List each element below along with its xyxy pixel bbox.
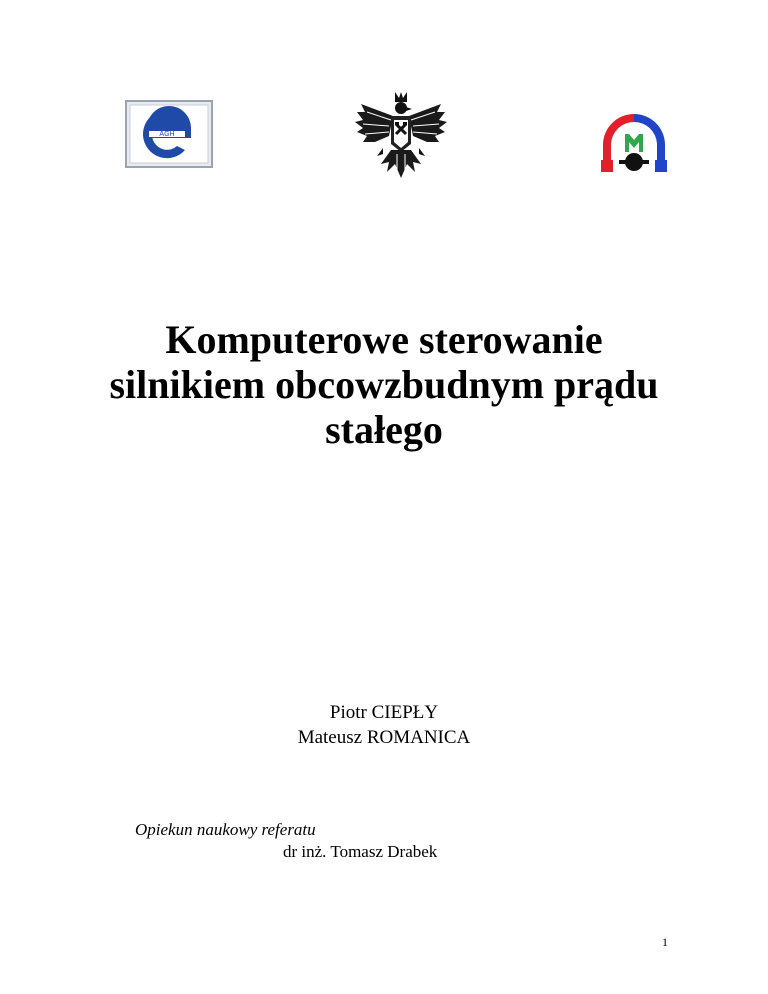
supervisor-name: dr inż. Tomasz Drabek — [283, 842, 438, 861]
agh-logo — [125, 100, 213, 168]
title-line-1: Komputerowe sterowanie — [165, 317, 603, 362]
agh-label: AGH — [159, 131, 175, 138]
title-line-2: silnikiem obcowzbudnym prądu — [109, 362, 659, 407]
document-title — [60, 317, 708, 452]
authors — [0, 700, 768, 750]
page-number: 1 — [662, 935, 668, 949]
m-magnet-logo-icon — [597, 112, 671, 174]
author-1: Piotr CIEPŁY — [329, 702, 439, 723]
title-line-3: stałego — [325, 407, 443, 452]
supervisor-label: Opiekun naukowy referatu — [135, 820, 316, 839]
crowned-eagle-emblem-icon — [353, 90, 449, 182]
author-2: Mateusz ROMANICA — [297, 727, 471, 748]
